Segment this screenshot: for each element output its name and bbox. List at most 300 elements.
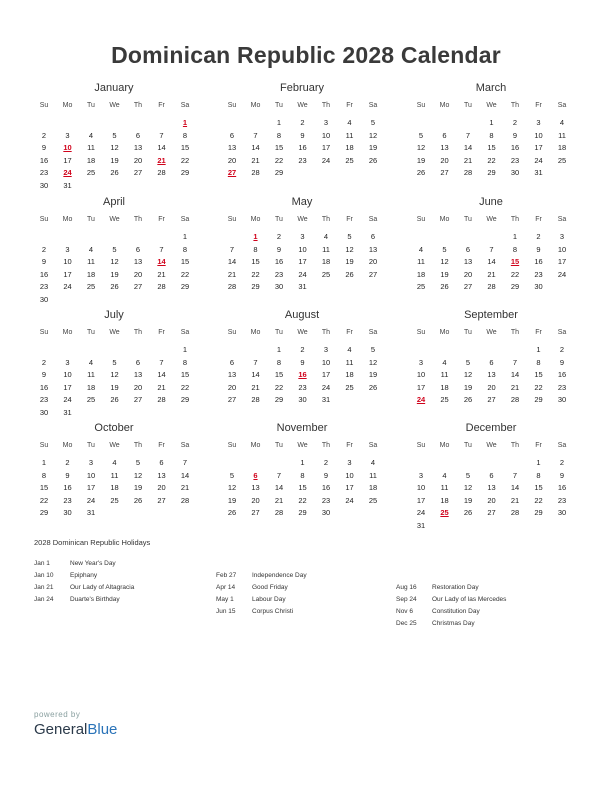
calendar-day: 25: [557, 155, 567, 165]
calendar-day: 26: [345, 269, 354, 279]
calendar-day: 8: [276, 130, 282, 140]
month-name: February: [279, 82, 325, 94]
calendar-day: 8: [182, 244, 188, 254]
calendar-day: 29: [180, 395, 190, 404]
calendar-day: 24: [63, 282, 72, 291]
weekday-label: Mo: [62, 329, 73, 336]
calendar-day: 21: [251, 382, 260, 392]
month-may: [222, 196, 382, 306]
holiday-row: [396, 584, 576, 596]
holiday-row: [396, 620, 576, 632]
calendar-day: 15: [487, 143, 496, 152]
calendar-day: 17: [321, 370, 331, 379]
calendar-day: 28: [251, 168, 260, 177]
calendar-day: 20: [133, 382, 143, 392]
month-name: January: [94, 82, 134, 94]
calendar-day: 2: [559, 458, 565, 467]
calendar-day: 23: [298, 382, 307, 392]
calendar-day: 4: [442, 357, 447, 367]
calendar-day: 4: [88, 130, 94, 140]
weekday-label: Tu: [275, 216, 283, 223]
brand-blue: Blue: [87, 721, 118, 738]
calendar-day: 12: [133, 470, 143, 480]
calendar-day: 14: [157, 370, 166, 379]
calendar-day: 28: [180, 495, 190, 505]
calendar-day: 2: [512, 118, 518, 127]
calendar-day: 26: [110, 168, 119, 177]
holiday-row: [216, 584, 396, 596]
calendar-day: 13: [463, 257, 473, 266]
calendar-day: 8: [253, 244, 258, 254]
calendar-day: 6: [229, 357, 235, 367]
calendar-day: 26: [110, 395, 119, 404]
calendar-day: 17: [86, 483, 96, 492]
weekday-label: Fr: [158, 442, 165, 449]
holiday-name: Independence Day: [252, 572, 307, 579]
holiday-row: [396, 596, 576, 608]
holiday-row: [34, 596, 214, 608]
calendar-day: 14: [510, 483, 520, 492]
calendar-day: 17: [557, 257, 567, 266]
calendar-day: 25: [321, 269, 331, 279]
weekday-label: We: [486, 442, 497, 449]
brand-general: General: [34, 721, 88, 738]
calendar-day: 7: [159, 357, 164, 367]
calendar-day: 25: [368, 495, 378, 505]
calendar-day: 29: [39, 508, 49, 517]
calendar-day: 30: [557, 395, 567, 404]
calendar-day: 19: [227, 495, 237, 505]
weekday-header: [411, 102, 571, 112]
calendar-day: 2: [41, 130, 47, 140]
weekday-label: We: [109, 329, 120, 336]
calendar-day: 12: [416, 143, 426, 152]
month-november: [222, 422, 382, 532]
calendar-day: 6: [489, 470, 494, 480]
weekday-label: Fr: [158, 329, 165, 336]
calendar-day: 4: [112, 458, 117, 467]
calendar-day: 25: [110, 495, 119, 505]
calendar-day: 16: [557, 483, 567, 492]
calendar-day: 15: [180, 143, 190, 152]
month-name: July: [104, 309, 124, 321]
calendar-day: 18: [345, 370, 354, 379]
calendar-day: 9: [41, 143, 47, 152]
calendar-day: 1: [276, 118, 282, 127]
month-name: June: [479, 196, 503, 208]
weekday-label: Tu: [275, 329, 283, 336]
holiday-row: [216, 596, 396, 608]
calendar-day: 23: [298, 155, 307, 165]
holiday-date: 1: [182, 118, 188, 127]
calendar-day: 21: [274, 495, 284, 505]
calendar-day: 3: [65, 244, 70, 254]
calendar-day: 27: [157, 495, 166, 505]
calendar-day: 20: [227, 382, 237, 392]
weekday-header: [411, 442, 571, 452]
calendar-day: 23: [39, 282, 49, 291]
calendar-day: 5: [229, 470, 235, 480]
calendar-day: 5: [370, 345, 376, 354]
calendar-day: 8: [512, 244, 518, 254]
calendar-day: 13: [251, 483, 260, 492]
calendar-day: 20: [487, 382, 496, 392]
weekday-label: Tu: [275, 442, 283, 449]
calendar-day: 3: [347, 458, 352, 467]
weekday-label: Su: [416, 216, 426, 223]
calendar-day: 24: [321, 155, 331, 165]
calendar-day: 8: [182, 357, 188, 367]
calendar-day: 13: [157, 470, 166, 480]
calendar-day: 3: [65, 130, 70, 140]
calendar-day: 7: [229, 244, 235, 254]
calendar-day: 27: [251, 508, 260, 517]
weekday-label: Su: [227, 329, 237, 336]
calendar-day: 19: [368, 370, 378, 379]
weekday-label: Mo: [439, 442, 450, 449]
weekday-label: Mo: [62, 102, 73, 109]
calendar-day: 16: [321, 483, 331, 492]
calendar-day: 2: [41, 244, 47, 254]
calendar-day: 20: [440, 155, 449, 165]
calendar-day: 20: [487, 495, 496, 505]
calendar-day: 12: [110, 370, 119, 379]
calendar-day: 15: [274, 370, 284, 379]
weekday-label: Mo: [62, 216, 73, 223]
calendar-day: 31: [416, 520, 426, 530]
calendar-day: 2: [276, 232, 282, 241]
calendar-day: 21: [157, 382, 166, 392]
calendar-day: 19: [110, 155, 119, 165]
calendar-day: 30: [63, 508, 72, 517]
holiday-date-label: May 1: [216, 596, 234, 603]
month-name: October: [94, 422, 134, 434]
calendar-day: 28: [251, 395, 260, 404]
calendar-day: 21: [463, 155, 473, 165]
calendar-day: 10: [298, 244, 307, 254]
calendar-day: 12: [345, 244, 354, 254]
calendar-day: 22: [180, 382, 190, 392]
calendar-day: 19: [110, 382, 119, 392]
calendar-day: 22: [274, 155, 284, 165]
holiday-date: 21: [157, 155, 166, 165]
calendar-day: 29: [298, 508, 307, 517]
calendar-day: 14: [227, 257, 237, 266]
calendar-day: 6: [465, 244, 471, 254]
weekday-label: Sa: [557, 442, 567, 449]
calendar-day: 17: [321, 143, 331, 152]
weekday-header: [411, 216, 571, 226]
weekday-label: Tu: [87, 102, 95, 109]
month-september: [411, 309, 571, 419]
weekday-label: We: [297, 102, 308, 109]
calendar-day: 23: [510, 155, 520, 165]
calendar-day: 26: [368, 382, 378, 392]
calendar-day: 21: [251, 155, 260, 165]
holiday-date-label: Jan 1: [34, 560, 50, 567]
holiday-date: 15: [510, 257, 520, 266]
calendar-day: 25: [86, 282, 96, 291]
calendar-day: 11: [440, 370, 449, 379]
calendar-day: 13: [133, 257, 143, 266]
calendar-day: 9: [323, 470, 329, 480]
calendar-day: 20: [463, 269, 473, 279]
month-days: [222, 232, 382, 302]
holiday-row: [34, 584, 214, 596]
calendar-day: 9: [536, 244, 541, 254]
weekday-label: Fr: [535, 329, 542, 336]
holiday-column: [34, 560, 214, 608]
holiday-row: [396, 608, 576, 620]
calendar-day: 11: [110, 470, 119, 480]
weekday-header: [222, 216, 382, 226]
calendar-day: 18: [440, 382, 449, 392]
calendar-day: 3: [418, 470, 424, 480]
calendar-day: 29: [487, 168, 496, 177]
weekday-label: Sa: [557, 216, 567, 223]
calendar-day: 13: [227, 370, 237, 379]
calendar-day: 2: [559, 345, 565, 354]
holiday-date: 24: [416, 395, 426, 404]
calendar-day: 15: [274, 143, 284, 152]
weekday-label: Th: [133, 216, 143, 223]
weekday-label: Fr: [346, 216, 353, 223]
holidays-title: 2028 Dominican Republic Holidays: [34, 538, 151, 547]
calendar-day: 2: [536, 232, 541, 241]
calendar-day: 13: [133, 370, 143, 379]
calendar-day: 13: [487, 370, 496, 379]
calendar-day: 6: [229, 130, 235, 140]
calendar-day: 26: [463, 508, 473, 517]
month-name: March: [475, 82, 507, 94]
holiday-date-label: Jun 15: [216, 608, 236, 615]
calendar-day: 22: [180, 269, 190, 279]
calendar-day: 18: [557, 143, 567, 152]
weekday-label: Fr: [158, 216, 165, 223]
calendar-day: 18: [368, 483, 378, 492]
calendar-day: 27: [463, 282, 473, 291]
calendar-day: 16: [298, 143, 307, 152]
calendar-day: 1: [41, 458, 47, 467]
calendar-day: 4: [370, 458, 376, 467]
holiday-date-label: Aug 16: [396, 584, 417, 591]
weekday-label: Fr: [535, 102, 542, 109]
holiday-date: 14: [157, 257, 166, 266]
weekday-header: [34, 216, 194, 226]
calendar-day: 31: [534, 168, 543, 177]
calendar-day: 9: [41, 370, 47, 379]
holiday-row: [34, 572, 214, 584]
calendar-day: 24: [321, 382, 331, 392]
calendar-day: 26: [416, 168, 426, 177]
weekday-label: Fr: [346, 442, 353, 449]
calendar-day: 7: [182, 458, 188, 467]
holiday-row: [34, 560, 214, 572]
holiday-row: [216, 572, 396, 584]
calendar-day: 12: [368, 130, 378, 140]
calendar-day: 28: [463, 168, 473, 177]
calendar-day: 6: [159, 458, 164, 467]
calendar-day: 18: [86, 269, 96, 279]
holiday-name: Restoration Day: [432, 584, 479, 591]
calendar-day: 23: [557, 382, 567, 392]
calendar-day: 5: [112, 244, 117, 254]
holiday-date-label: Nov 6: [396, 608, 413, 615]
weekday-header: [34, 442, 194, 452]
weekday-label: Fr: [346, 329, 353, 336]
calendar-day: 10: [345, 470, 354, 480]
month-name: November: [276, 422, 328, 434]
calendar-day: 27: [487, 508, 496, 517]
calendar-day: 2: [323, 458, 329, 467]
calendar-day: 5: [347, 232, 352, 241]
calendar-day: 7: [512, 470, 518, 480]
calendar-day: 27: [440, 168, 449, 177]
calendar-day: 19: [440, 269, 449, 279]
calendar-day: 27: [133, 395, 143, 404]
calendar-day: 24: [298, 269, 307, 279]
holiday-name: Our Lady of las Mercedes: [432, 596, 507, 603]
calendar-day: 5: [370, 118, 376, 127]
weekday-label: Su: [227, 216, 237, 223]
weekday-label: We: [486, 102, 497, 109]
holiday-name: Constitution Day: [432, 608, 480, 615]
calendar-day: 30: [298, 395, 307, 404]
weekday-label: We: [109, 102, 120, 109]
calendar-day: 8: [489, 130, 494, 140]
calendar-day: 25: [416, 282, 426, 291]
calendar-day: 15: [534, 483, 543, 492]
weekday-label: Th: [133, 329, 143, 336]
weekday-label: Fr: [346, 102, 353, 109]
calendar-day: 10: [416, 370, 426, 379]
weekday-label: Th: [510, 329, 520, 336]
calendar-day: 11: [322, 244, 330, 254]
calendar-day: 7: [512, 357, 518, 367]
calendar-day: 18: [110, 483, 119, 492]
calendar-day: 30: [274, 282, 284, 291]
month-days: [34, 118, 194, 188]
weekday-label: We: [297, 329, 308, 336]
calendar-day: 19: [463, 495, 473, 505]
calendar-day: 16: [274, 257, 284, 266]
calendar-day: 18: [440, 495, 449, 505]
calendar-day: 14: [463, 143, 473, 152]
calendar-day: 1: [489, 118, 494, 127]
calendar-day: 16: [39, 382, 49, 392]
calendar-day: 26: [463, 395, 473, 404]
holiday-date: 25: [440, 508, 449, 517]
calendar-day: 26: [133, 495, 143, 505]
calendar-day: 18: [321, 257, 331, 266]
calendar-day: 14: [274, 483, 284, 492]
month-days: [34, 345, 194, 415]
weekday-label: Sa: [180, 442, 190, 449]
weekday-label: Sa: [180, 216, 190, 223]
calendar-day: 2: [65, 458, 70, 467]
weekday-label: Tu: [464, 329, 472, 336]
calendar-day: 8: [182, 130, 188, 140]
calendar-day: 21: [487, 269, 496, 279]
month-days: [34, 232, 194, 302]
calendar-day: 12: [440, 257, 449, 266]
calendar-day: 13: [440, 143, 449, 152]
calendar-day: 17: [298, 257, 307, 266]
calendar-day: 9: [559, 470, 565, 480]
brand-logo: [34, 721, 117, 738]
calendar-day: 3: [88, 458, 94, 467]
calendar-day: 23: [274, 269, 284, 279]
weekday-label: Sa: [180, 329, 190, 336]
calendar-day: 29: [274, 168, 284, 177]
holiday-name: Christmas Day: [432, 620, 475, 627]
calendar-day: 23: [39, 168, 49, 177]
calendar-day: 21: [227, 269, 237, 279]
calendar-day: 14: [251, 370, 260, 379]
weekday-label: Sa: [557, 102, 567, 109]
weekday-label: Th: [321, 442, 331, 449]
calendar-day: 14: [487, 257, 496, 266]
calendar-day: 22: [510, 269, 520, 279]
calendar-day: 20: [227, 155, 237, 165]
calendar-day: 10: [534, 130, 543, 140]
weekday-label: Mo: [250, 216, 261, 223]
calendar-day: 6: [135, 357, 141, 367]
calendar-day: 11: [87, 143, 95, 152]
month-june: [411, 196, 571, 306]
weekday-label: Tu: [464, 442, 472, 449]
calendar-day: 8: [300, 470, 305, 480]
calendar-day: 1: [536, 345, 541, 354]
calendar-day: 18: [345, 143, 354, 152]
calendar-day: 31: [63, 407, 72, 417]
calendar-day: 5: [112, 130, 117, 140]
calendar-day: 12: [110, 143, 119, 152]
calendar-day: 22: [534, 382, 543, 392]
calendar-day: 16: [510, 143, 520, 152]
weekday-label: Su: [39, 329, 49, 336]
calendar-day: 25: [86, 168, 96, 177]
holiday-name: New Year's Day: [70, 560, 116, 567]
weekday-label: We: [109, 216, 120, 223]
calendar-day: 9: [276, 244, 282, 254]
calendar-day: 12: [463, 483, 473, 492]
calendar-day: 24: [345, 495, 354, 505]
holiday-date-label: Jan 24: [34, 596, 54, 603]
weekday-label: Sa: [368, 329, 378, 336]
calendar-day: 10: [416, 483, 426, 492]
month-days: [222, 345, 382, 415]
month-february: [222, 82, 382, 192]
weekday-label: Su: [416, 102, 426, 109]
weekday-label: Th: [510, 102, 520, 109]
calendar-day: 10: [321, 357, 331, 367]
calendar-day: 18: [86, 155, 96, 165]
calendar-day: 20: [157, 483, 166, 492]
calendar-day: 6: [442, 130, 447, 140]
calendar-day: 31: [86, 508, 96, 517]
calendar-day: 18: [86, 382, 96, 392]
holiday-date-label: Apr 14: [216, 584, 236, 591]
calendar-day: 26: [110, 282, 119, 291]
calendar-day: 26: [368, 155, 378, 165]
calendar-day: 22: [39, 495, 49, 505]
calendar-day: 8: [536, 470, 541, 480]
calendar-day: 30: [39, 180, 49, 190]
calendar-day: 10: [63, 370, 72, 379]
holiday-name: Good Friday: [252, 584, 288, 591]
calendar-day: 27: [133, 282, 143, 291]
